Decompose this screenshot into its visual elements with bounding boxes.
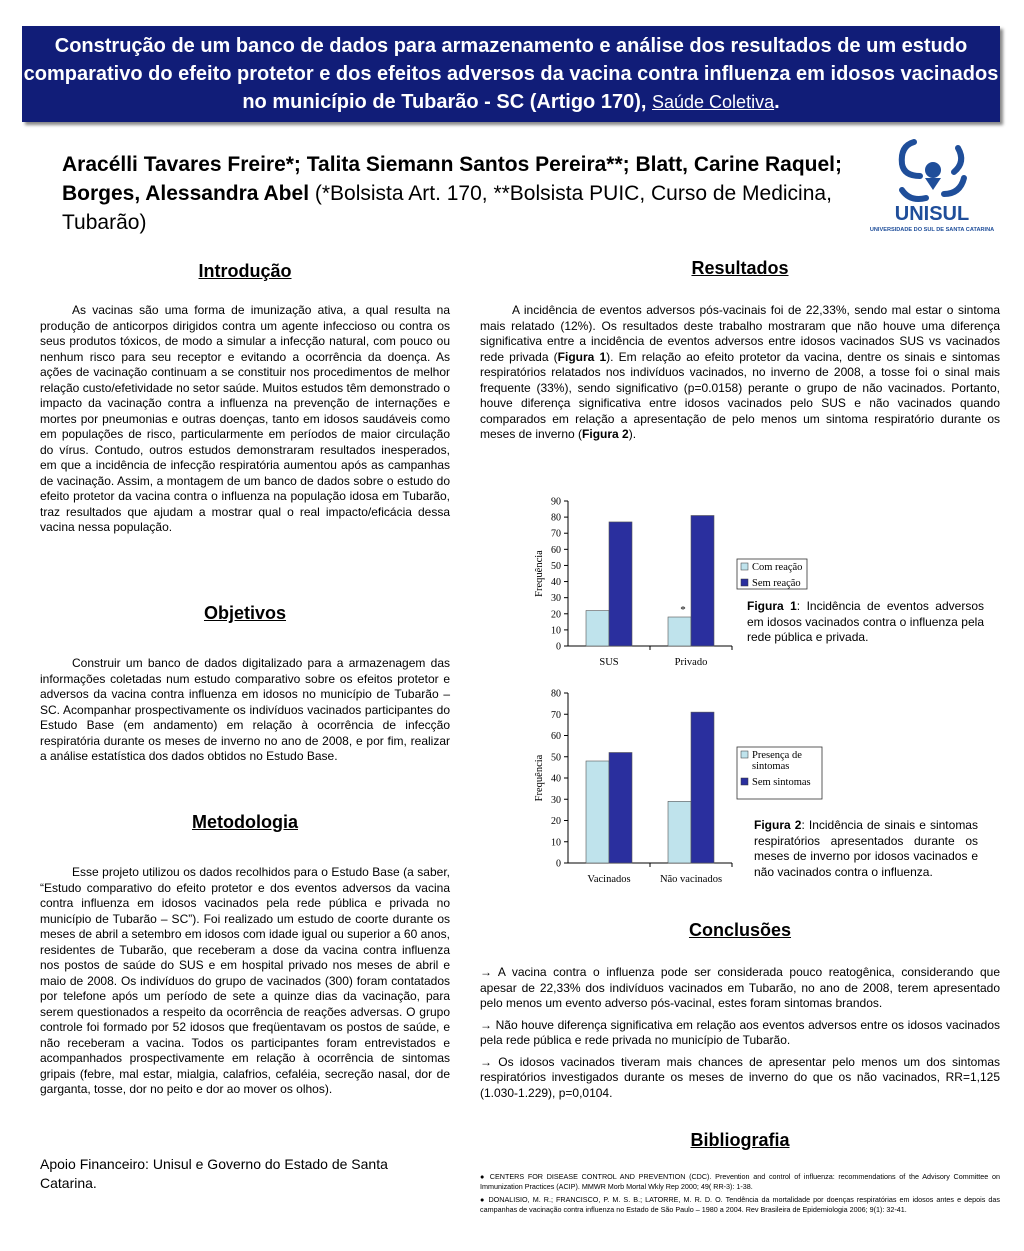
y-tick-label: 60 (551, 731, 561, 742)
logo-name: UNISUL (894, 203, 970, 225)
reference-item: ● DONALISIO, M. R.; FRANCISCO, P. M. S. B.; LATORRE, M. R. D. O. Tendência da mortalidade por doenças respiratórias em idosos antes e depois das campanhas de vacinação contra influenza no Estado de São Paulo – 1980 a 2004. Rev Brasileira de Epidemiologia 2006; 9(1): 32-41. (480, 1195, 1000, 1214)
poster-title-banner (22, 26, 1000, 122)
x-tick-label: Vacinados (587, 874, 631, 885)
legend-label: Presença de (752, 750, 802, 761)
legend-label: Com reação (752, 562, 803, 573)
metodologia-heading: Metodologia (192, 812, 298, 832)
y-tick-label: 50 (551, 752, 561, 764)
area-link[interactable]: Saúde Coletiva (652, 92, 775, 112)
significance-marker: * (680, 604, 686, 616)
bar (691, 712, 714, 863)
y-tick-label: 40 (551, 577, 561, 589)
bar (586, 761, 609, 863)
author-affiliation: (*Bolsista Art. 170, **Bolsista PUIC, Curso de Medicina, Tubarão) (62, 182, 832, 234)
y-tick-label: 90 (551, 496, 561, 508)
metodologia-text-body: Esse projeto utilizou os dados recolhidos para o Estudo Base (a saber, “Estudo comparativo do efeito protetor e dos eventos adversos da vacina contra influenza em idosos vacinados pela rede pública e privada no município de Tubarão – SC”). Foi realizado um estudo de coorte durante os meses de abril a setembro em idosos com idade igual ou superior a 60 anos, residentes de Tubarão, que receberam a dose da vacina contra influenza nos postos de saúde do SUS e em hospital privado nos meses de abril e maio de 2008. Os indivíduos do grupo de vacinados (300) foram contatados por telefone após um período de sete a quinze dias da vacinação, para serem questionados a respeito da ocorrência de reações adversas. O grupo controle foi formado por 52 idosos que freqüentavam os postos de saúde, e não receberam a vacina. Todos os participantes foram entrevistados e acompanhados prospectivamente em relação à ocorrência de sintomas gripais (febre, mal estar, mialgia, calafrios, cefaléia, secreção nasal, dor de garganta, tosse, dor no peito e dor ao mover os olhos). (40, 865, 450, 1096)
fig2-reference: Figura 2 (582, 427, 629, 441)
intro-heading: Introdução (198, 261, 292, 281)
bar (609, 522, 632, 646)
y-tick-label: 70 (551, 528, 561, 540)
y-tick-label: 10 (551, 625, 561, 637)
y-tick-label: 30 (551, 593, 561, 605)
legend-label: sintomas (752, 761, 790, 772)
unisul-logo-icon (862, 132, 1002, 242)
bar (586, 611, 609, 646)
legend-swatch (741, 751, 748, 758)
resultados-text (480, 303, 1000, 443)
x-tick-label: Não vacinados (659, 874, 723, 885)
legend-label: Sem sintomas (752, 777, 811, 788)
logo-subtitle: UNIVERSIDADE DO SUL DE SANTA CATARINA (869, 227, 995, 233)
unisul-logo (862, 132, 1002, 242)
y-tick-label: 50 (551, 560, 561, 572)
bar (668, 801, 691, 863)
conclusoes-heading: Conclusões (688, 920, 792, 940)
y-tick-label: 70 (551, 709, 561, 721)
intro-text (40, 303, 450, 536)
reference-item: ● CENTERS FOR DISEASE CONTROL AND PREVENTION (CDC). Prevention and control of influenza: recommendations of the Advisory Committee on Immunization Practices (ACIP). MMWR Morb Mortal Wkly Rep 2000; 49( RR-3): 1-38. (480, 1172, 1000, 1191)
fig1-caption-label: Figura 1 (747, 599, 797, 613)
y-axis-label: Frequência (534, 550, 545, 597)
figure-2-caption (754, 818, 978, 880)
fig1-caption-text: : Incidência de eventos adversos em idosos vacinados contra o influenza pela rede pública e privada. (747, 599, 984, 644)
x-tick-label: Privado (674, 657, 708, 668)
fig2-caption-label: Figura 2 (754, 818, 802, 832)
authors-block (62, 150, 862, 237)
legend-swatch (741, 579, 748, 586)
bibliografia-list (480, 1172, 1000, 1218)
conclusoes-list (480, 965, 1000, 1107)
y-tick-label: 0 (556, 858, 561, 870)
resultados-text-a: A incidência de eventos adversos pós-vacinais foi de 22,33%, sendo mal estar o sintoma mais relatado (12%). Os resultados deste trabalho mostraram que não houve uma diferença significativa entre a incidência de eventos adversos entre idosos vacinados SUS vs vacinados rede privada ( (480, 303, 1000, 364)
conclusion-item: → Não houve diferença significativa em relação aos eventos adversos entre os idosos vacinados pela rede pública e rede privada no município de Tubarão. (480, 1017, 1000, 1047)
bibliografia-heading: Bibliografia (690, 1130, 790, 1150)
funding-note: Apoio Financeiro: Unisul e Governo do Estado de Santa Catarina. (40, 1156, 388, 1191)
y-tick-label: 80 (551, 512, 561, 524)
objetivos-text-body: Construir um banco de dados digitalizado para a armazenagem das informações coletadas num estudo comparativo sobre os efeitos protetor e adversos da vacina contra influenza em idosos no município de Tubarão – SC. Acompanhar prospectivamente os indivíduos vacinados participantes do Estudo Base (em andamento) em relação à ocorrência de infecção respiratória durante os meses de inverno no ano de 2008, e por fim, realizar a análise estatística dos dados obtidos no Estudo Base. (40, 656, 450, 763)
y-axis-label: Frequência (534, 754, 545, 802)
resultados-heading: Resultados (691, 258, 789, 278)
objetivos-heading: Objetivos (203, 603, 287, 623)
bar (691, 516, 714, 647)
bar (668, 617, 691, 646)
y-tick-label: 10 (551, 837, 561, 849)
author-names: Aracélli Tavares Freire*; Talita Siemann Santos Pereira**; Blatt, Carine Raquel; Borges, Alessandra Abel (62, 153, 843, 205)
metodologia-text (40, 865, 450, 1098)
conclusion-item: → A vacina contra o influenza pode ser considerada pouco reatogênica, considerando que apesar de 22,33% dos indivíduos vacinados em Tubarão, no ano de 2008, terem apresentado pelo menos um evento adverso pós-vacinal, estes foram sintomas brandos. (480, 965, 1000, 1010)
y-tick-label: 30 (551, 794, 561, 806)
resultados-text-c: ). (628, 427, 637, 441)
y-tick-label: 60 (551, 544, 561, 556)
bar (609, 753, 632, 864)
title-end: . (774, 91, 780, 113)
fig2-caption-text: : Incidência de sinais e sintomas respiratórios apresentados durante os meses de inverno por idosos vacinados e não vacinados contra o influenza. (754, 818, 978, 879)
y-tick-label: 80 (551, 688, 561, 700)
legend-swatch (741, 563, 748, 570)
resultados-text-b: ). Em relação ao efeito protetor da vacina, dentre os sinais e sintomas respiratórios relatados nos indivíduos vacinados, no inverno de 2008, a tosse foi o sinal mais frequente (33%), sendo significativo (p=0.0158) perante o grupo de não vacinados. Portanto, houve diferença significativa entre idosos vacinados pelo SUS e não vacinados quando comparados em relação a apresentação de pelo menos um sintoma respiratório durante os meses de inverno ( (480, 349, 1000, 441)
y-tick-label: 40 (551, 773, 561, 785)
legend-label: Sem reação (752, 578, 801, 589)
legend-swatch (741, 778, 748, 785)
figure-1-chart (530, 493, 830, 673)
y-tick-label: 0 (556, 641, 561, 653)
fig1-reference: Figura 1 (557, 349, 607, 364)
x-tick-label: SUS (599, 657, 619, 668)
poster-title: Construção de um banco de dados para armazenamento e análise dos resultados de um estudo comparativo do efeito protetor e dos efeitos adversos da vacina contra influenza em idosos vacinados no município de Tubarão - SC (Artigo 170) (23, 35, 999, 113)
conclusion-item: → Os idosos vacinados tiveram mais chances de apresentar pelo menos um dos sintomas respiratórios investigados durante os meses de inverno do que os não vacinados, RR=1,125 (1.030-1.229), p=0,0104. (480, 1054, 1000, 1100)
intro-text-body: As vacinas são uma forma de imunização ativa, a qual resulta na produção de anticorpos dirigidos contra um agente infeccioso ou contra os seus produtos tóxicos, de modo a simular a infecção natural, com pouco ou nenhum risco para seu receptor e evitando a ocorrência da doença. As ações de vacinação continuam a se constituir nos procedimentos de melhor relação custo/efetividade no setor saúde. Muitos estudos têm demonstrado o impacto da vacinação contra a influenza na prevenção de internações e mortes por pneumonias e outras doenças, tanto em idosos saudáveis como em populações de risco, particularmente em períodos de maior circulação do vírus. Contudo, outros estudos demonstraram resultados inesperados, em que a incidência de infecção respiratória aumentou após as campanhas de vacinação. Assim, a montagem de um banco de dados sobre o estudo do efeito protetor da vacina contra o influenza na população idosa em Tubarão, traz resultados que ajudam a mostrar qual o real impacto/eficácia dessa vacina nessa população. (40, 303, 450, 534)
objetivos-text (40, 656, 450, 765)
figure-1-caption (747, 599, 984, 646)
y-tick-label: 20 (551, 816, 561, 827)
y-tick-label: 20 (551, 609, 561, 621)
title-separator: , (640, 91, 652, 113)
